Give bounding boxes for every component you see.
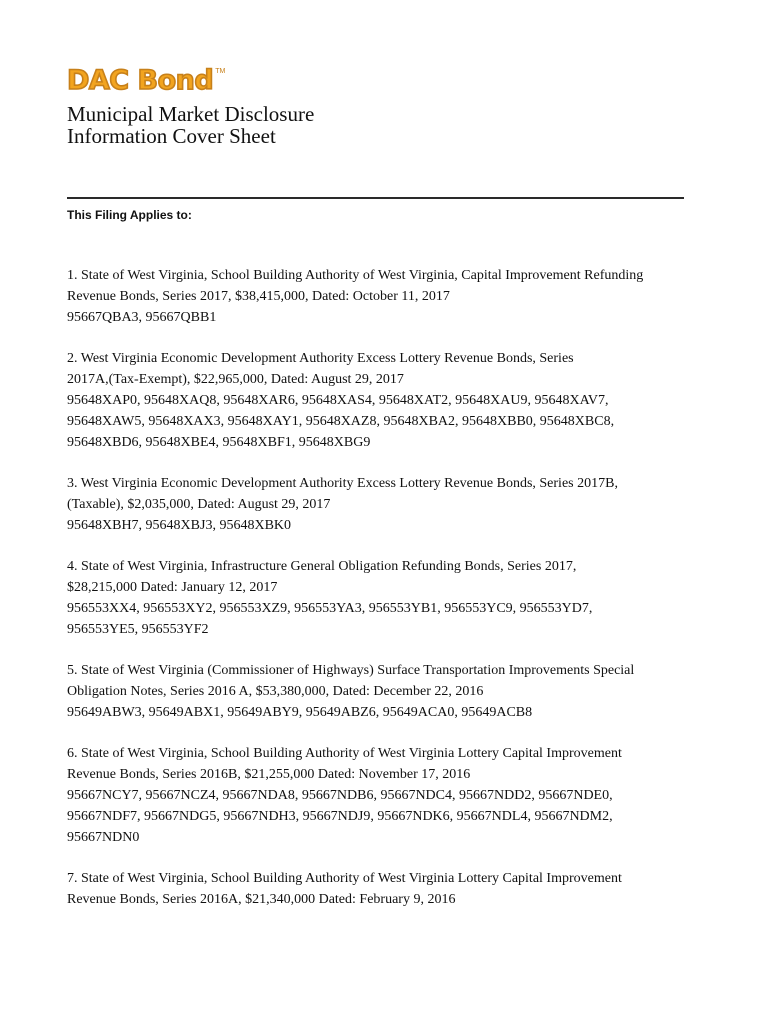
- filing-entry: [67, 556, 707, 640]
- filing-entry: [67, 743, 707, 848]
- filing-line: 95648XAW5, 95648XAX3, 95648XAY1, 95648XAZ8, 95648XBA2, 95648XBB0, 95648XBC8,: [67, 414, 615, 429]
- filing-line: 95648XAP0, 95648XAQ8, 95648XAR6, 95648XAS4, 95648XAT2, 95648XAU9, 95648XAV7,: [67, 393, 609, 408]
- filing-list: [67, 265, 707, 930]
- filing-entry: [67, 265, 707, 328]
- filing-entry: [67, 868, 707, 910]
- filing-entry: [67, 473, 707, 536]
- title-line-2: Information Cover Sheet: [67, 124, 276, 148]
- filing-line: 1. State of West Virginia, School Building Authority of West Virginia, Capital Improvement Refunding: [67, 268, 644, 283]
- page-title: [67, 103, 314, 147]
- filing-line: 95648XBH7, 95648XBJ3, 95648XBK0: [67, 518, 292, 533]
- trademark-mark: TM: [215, 68, 226, 75]
- filing-line: 95667QBA3, 95667QBB1: [67, 310, 217, 325]
- filing-line: 95667NDF7, 95667NDG5, 95667NDH3, 95667NDJ9, 95667NDK6, 95667NDL4, 95667NDM2,: [67, 809, 613, 824]
- filing-line: 6. State of West Virginia, School Building Authority of West Virginia Lottery Capital Improvement: [67, 746, 622, 761]
- filing-line: 956553XX4, 956553XY2, 956553XZ9, 956553YA3, 956553YB1, 956553YC9, 956553YD7,: [67, 601, 593, 616]
- filing-line: (Taxable), $2,035,000, Dated: August 29, 2017: [67, 497, 331, 512]
- filing-line: 2. West Virginia Economic Development Authority Excess Lottery Revenue Bonds, Series: [67, 351, 574, 366]
- applies-to-label: This Filing Applies to:: [67, 208, 192, 222]
- filing-line: 3. West Virginia Economic Development Authority Excess Lottery Revenue Bonds, Series 2017B,: [67, 476, 618, 491]
- filing-line: $28,215,000 Dated: January 12, 2017: [67, 580, 278, 595]
- filing-line: 7. State of West Virginia, School Building Authority of West Virginia Lottery Capital Improvement: [67, 871, 622, 886]
- filing-line: 5. State of West Virginia (Commissioner of Highways) Surface Transportation Improvements Special: [67, 663, 635, 678]
- dac-bond-logo: [67, 66, 225, 96]
- filing-entry: [67, 660, 707, 723]
- filing-line: Revenue Bonds, Series 2017, $38,415,000, Dated: October 11, 2017: [67, 289, 450, 304]
- filing-line: Revenue Bonds, Series 2016B, $21,255,000 Dated: November 17, 2016: [67, 767, 471, 782]
- filing-line: 95648XBD6, 95648XBE4, 95648XBF1, 95648XBG9: [67, 435, 371, 450]
- filing-line: 95667NDN0: [67, 830, 140, 845]
- filing-line: Obligation Notes, Series 2016 A, $53,380,000, Dated: December 22, 2016: [67, 684, 484, 699]
- logo-wordmark: DAC Bond: [67, 65, 214, 96]
- filing-line: 2017A,(Tax-Exempt), $22,965,000, Dated: August 29, 2017: [67, 372, 404, 387]
- filing-line: Revenue Bonds, Series 2016A, $21,340,000 Dated: February 9, 2016: [67, 892, 456, 907]
- filing-line: 95667NCY7, 95667NCZ4, 95667NDA8, 95667NDB6, 95667NDC4, 95667NDD2, 95667NDE0,: [67, 788, 613, 803]
- filing-line: 4. State of West Virginia, Infrastructure General Obligation Refunding Bonds, Series 2017,: [67, 559, 577, 574]
- filing-line: 95649ABW3, 95649ABX1, 95649ABY9, 95649ABZ6, 95649ACA0, 95649ACB8: [67, 705, 533, 720]
- header-divider: [67, 197, 684, 199]
- filing-entry: [67, 348, 707, 453]
- title-line-1: Municipal Market Disclosure: [67, 102, 315, 126]
- filing-line: 956553YE5, 956553YF2: [67, 622, 209, 637]
